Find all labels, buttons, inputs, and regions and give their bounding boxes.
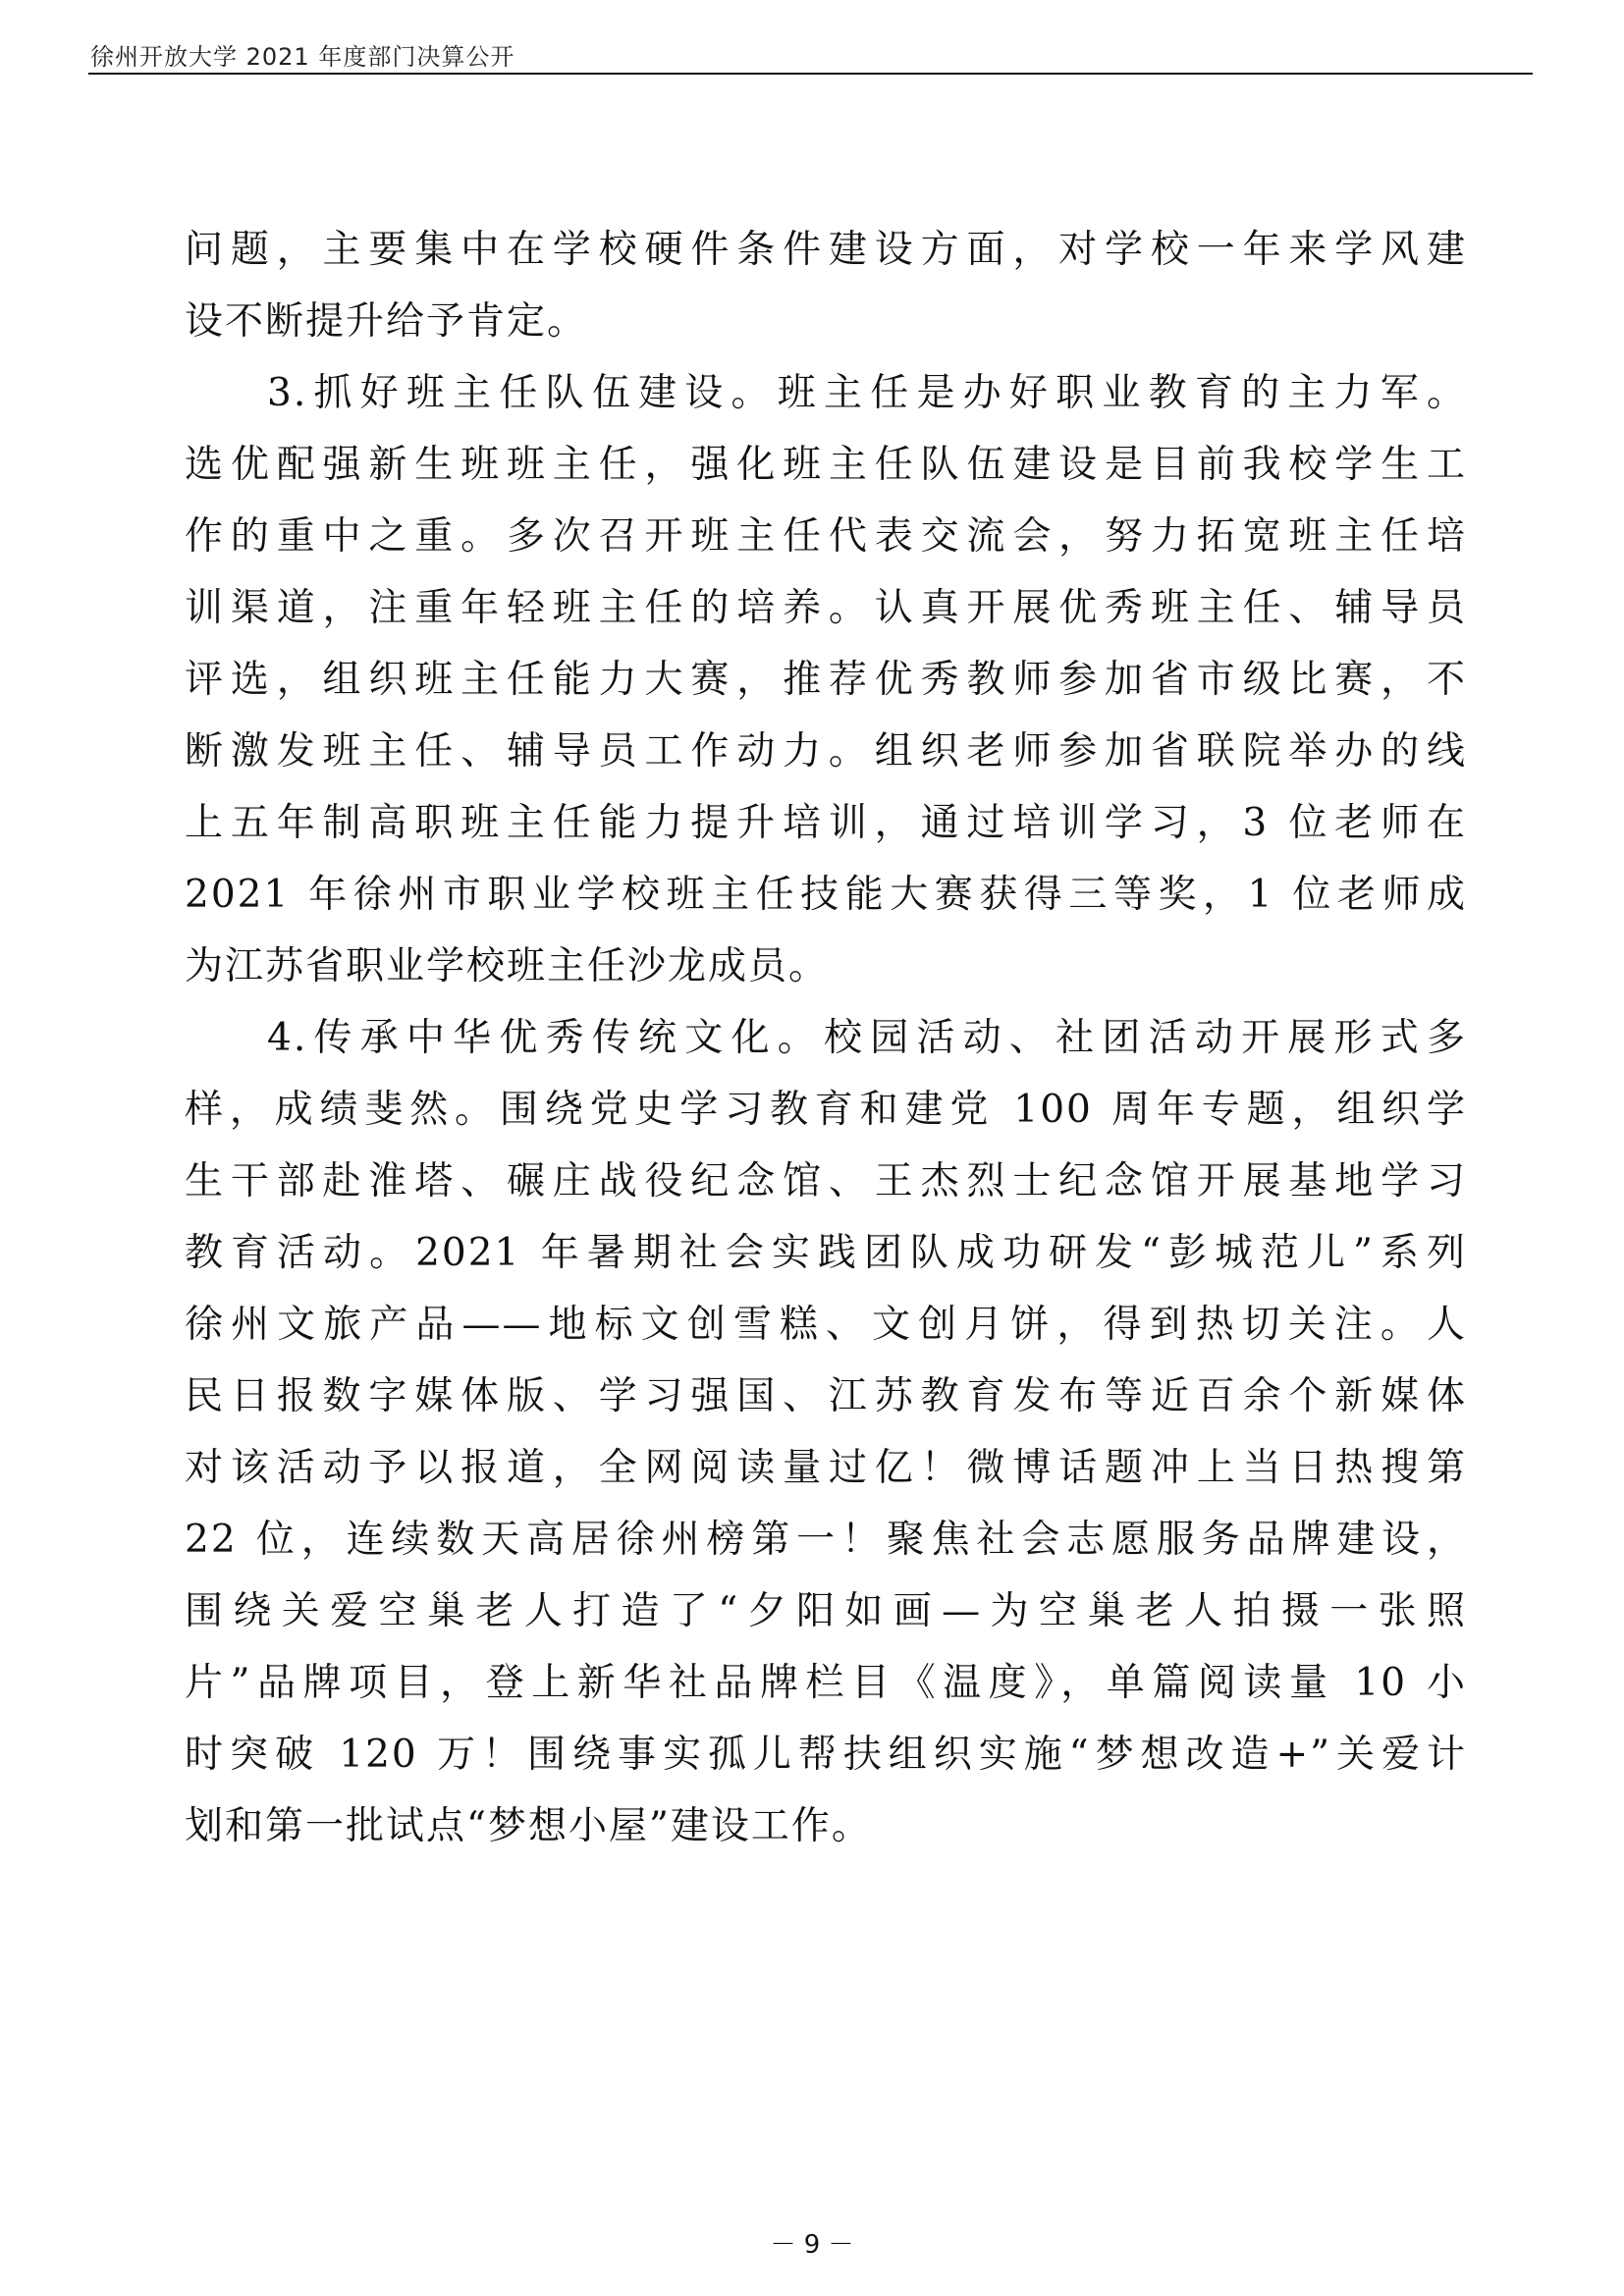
text-line: 徐州文旅产品——地标文创雪糕、文创月饼，得到热切关注。人 <box>185 1303 1467 1347</box>
text-line: 作的重中之重。多次召开班主任代表交流会，努力拓宽班主任培 <box>185 514 1467 559</box>
text-line: 2021 年徐州市职业学校班主任技能大赛获得三等奖，1 位老师成 <box>185 873 1467 917</box>
text-line: 民日报数字媒体版、学习强国、江苏教育发布等近百余个新媒体 <box>185 1374 1467 1418</box>
text-line: 上五年制高职班主任能力提升培训，通过培训学习，3 位老师在 <box>185 801 1467 845</box>
paragraph-continuation <box>185 214 1467 357</box>
text-line: 样，成绩斐然。围绕党史学习教育和建党 100 周年专题，组织学 <box>185 1088 1467 1132</box>
text-line: 问题，主要集中在学校硬件条件建设方面，对学校一年来学风建 <box>185 228 1467 272</box>
text-line: 训渠道，注重年轻班主任的培养。认真开展优秀班主任、辅导员 <box>185 586 1467 630</box>
paragraph-item-4 <box>185 1002 1467 1862</box>
header-divider <box>88 73 1533 75</box>
text-line: 断激发班主任、辅导员工作动力。组织老师参加省联院举办的线 <box>185 729 1467 774</box>
text-line: 4.传承中华优秀传统文化。校园活动、社团活动开展形式多 <box>267 1016 1467 1060</box>
text-line: 围绕关爱空巢老人打造了“夕阳如画—为空巢老人拍摄一张照 <box>185 1589 1467 1633</box>
text-line: 生干部赴淮塔、碾庄战役纪念馆、王杰烈士纪念馆开展基地学习 <box>185 1159 1467 1203</box>
document-body <box>185 214 1467 1862</box>
page-number: － 9 － <box>770 2230 854 2260</box>
text-line: 设不断提升给予肯定。 <box>185 299 588 344</box>
text-line: 时突破 120 万！围绕事实孤儿帮扶组织实施“梦想改造+”关爱计 <box>185 1733 1467 1777</box>
text-line: 为江苏省职业学校班主任沙龙成员。 <box>185 944 830 988</box>
document-header-title: 徐州开放大学 2021 年度部门决算公开 <box>90 43 515 71</box>
text-line: 划和第一批试点“梦想小屋”建设工作。 <box>185 1804 872 1848</box>
text-line: 片”品牌项目，登上新华社品牌栏目《温度》，单篇阅读量 10 小 <box>185 1661 1467 1705</box>
text-line: 选优配强新生班班主任，强化班主任队伍建设是目前我校学生工 <box>185 443 1467 487</box>
text-line: 评选，组织班主任能力大赛，推荐优秀教师参加省市级比赛，不 <box>185 658 1467 702</box>
text-line: 22 位，连续数天高居徐州榜第一！聚焦社会志愿服务品牌建设， <box>185 1518 1467 1562</box>
text-line: 对该活动予以报道，全网阅读量过亿！微博话题冲上当日热搜第 <box>185 1446 1467 1490</box>
text-line: 教育活动。2021 年暑期社会实践团队成功研发“彭城范儿”系列 <box>185 1231 1467 1275</box>
paragraph-item-3 <box>185 357 1467 1002</box>
text-line: 3.抓好班主任队伍建设。班主任是办好职业教育的主力军。 <box>267 371 1467 415</box>
